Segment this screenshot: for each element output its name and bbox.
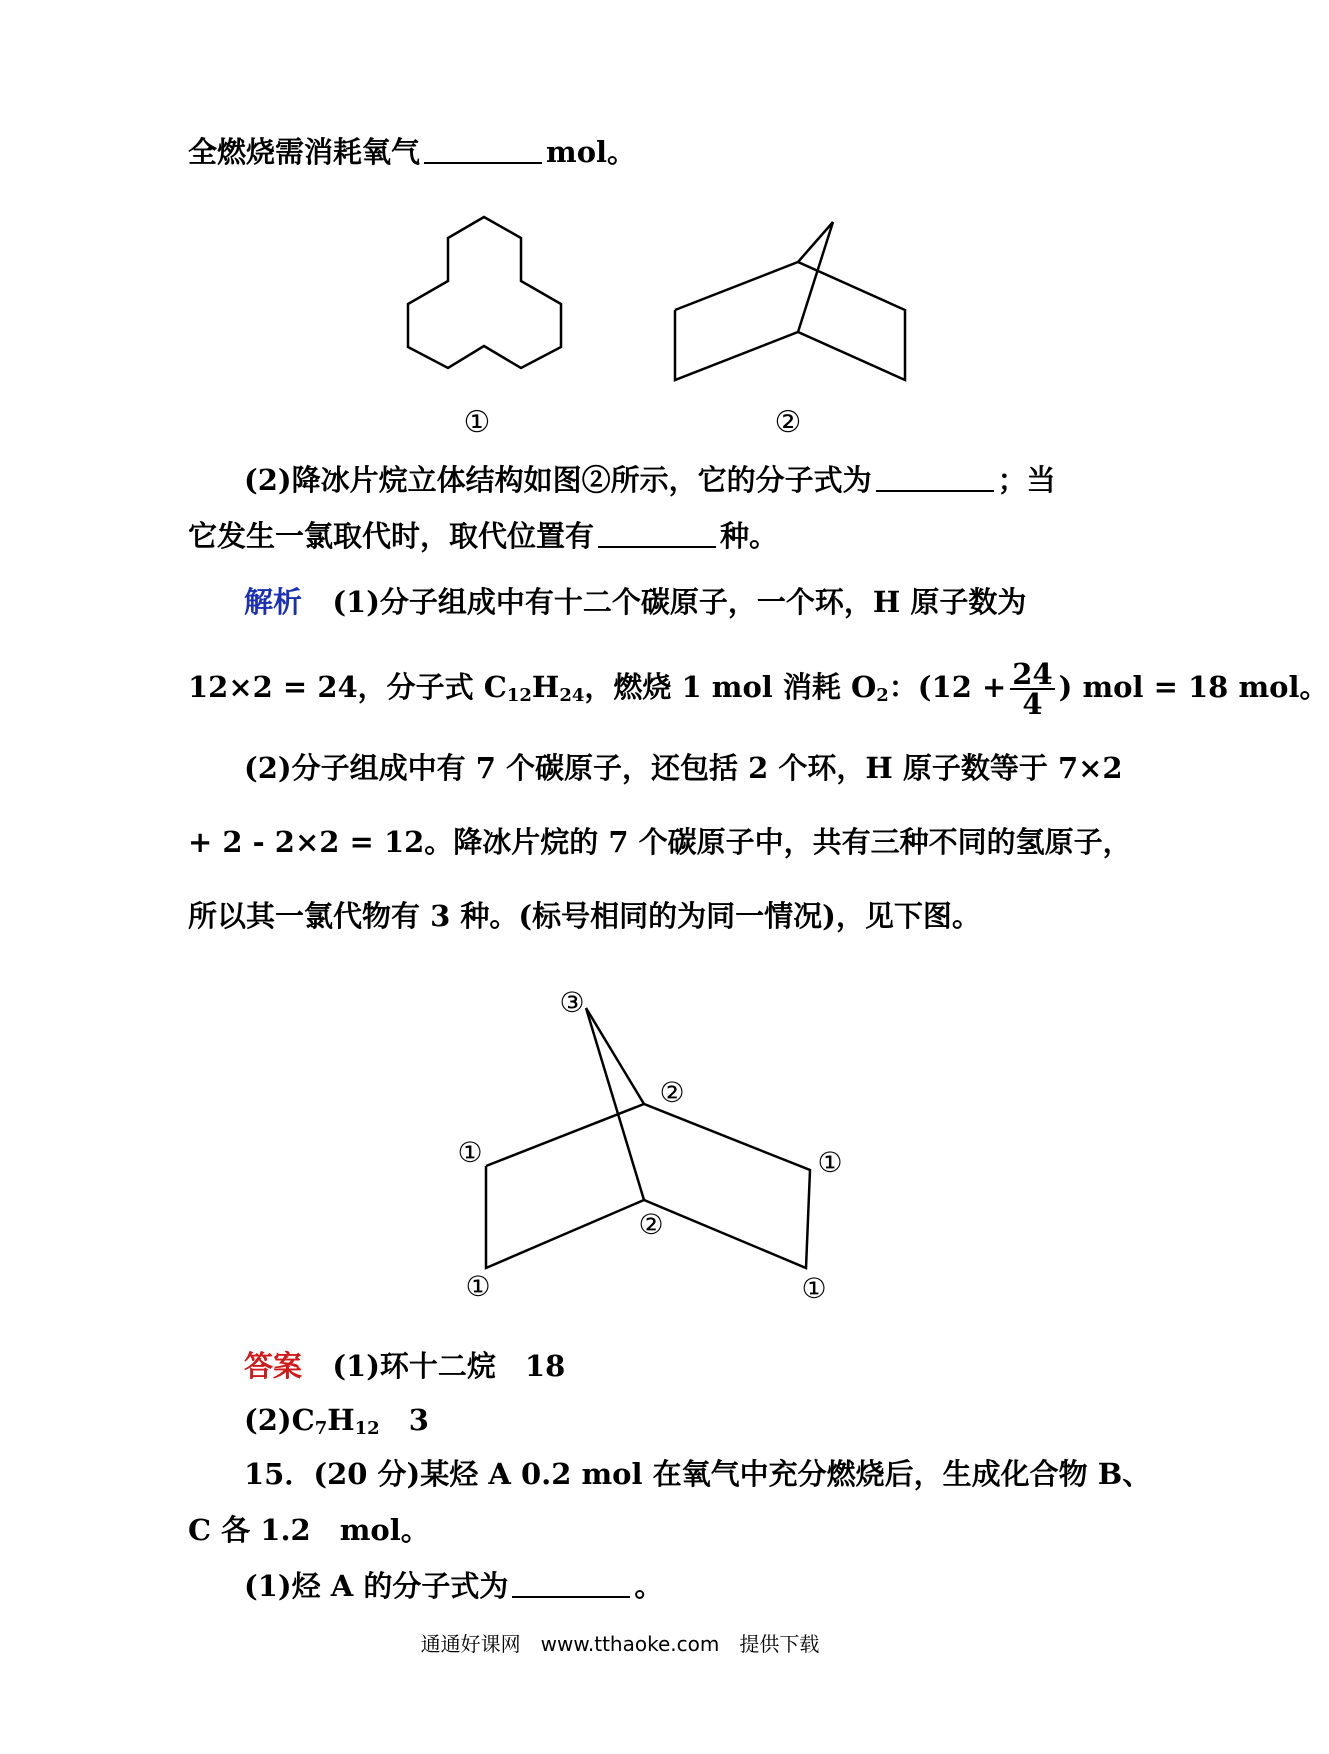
text-jx-line2 — [188, 657, 1329, 721]
position-label-2-top: ② — [659, 1076, 685, 1109]
position-label-1-lower-right: ① — [801, 1272, 827, 1305]
position-label-1-upper-right: ① — [817, 1146, 843, 1179]
figure-2-label: ② — [774, 405, 802, 440]
answer-blank-1[interactable] — [424, 134, 542, 164]
text-jx-line5: 所以其一氯代物有 3 种。(标号相同的为同一情况)，见下图。 — [188, 899, 981, 933]
text-q2-d: 种。 — [720, 519, 779, 553]
text-q15-line2: C 各 1.2 mol。 — [188, 1513, 430, 1547]
text-q2-c: 它发生一氯取代时，取代位置有 — [188, 519, 595, 553]
cyclododecane-ring — [408, 217, 561, 368]
figure-norbornane-labeled — [440, 980, 860, 1320]
fraction-24-4 — [1010, 657, 1054, 721]
answer-blank-2[interactable] — [876, 462, 994, 492]
text-q2-a: (2)降冰片烷立体结构如图②所示，它的分子式为 — [244, 463, 872, 497]
text-da-1: (1)环十二烷 18 — [332, 1349, 566, 1383]
figure-cyclododecane — [380, 210, 600, 440]
text-jx-1: (1)分子组成中有十二个碳原子，一个环，H 原子数为 — [332, 585, 1027, 619]
text-q15-1a: (1)烃 A 的分子式为 — [244, 1569, 509, 1603]
sub-24: 24 — [559, 685, 585, 706]
text-answer-line2 — [244, 1400, 429, 1449]
text-da-2a: (2)C — [244, 1403, 315, 1437]
text-q15-line1: 15．(20 分)某烃 A 0.2 mol 在氧气中充分燃烧后，生成化合物 B、 — [244, 1457, 1152, 1491]
fraction-denominator: 4 — [1022, 687, 1043, 721]
text-l1-a: 全燃烧需消耗氧气 — [188, 135, 421, 169]
text-jx-line4: + 2 - 2×2 = 12。降冰片烷的 7 个碳原子中，共有三种不同的氢原子， — [188, 825, 1132, 859]
position-label-2-bottom: ② — [638, 1208, 664, 1241]
position-label-3: ③ — [559, 986, 585, 1019]
position-label-1-lower-left: ① — [465, 1270, 491, 1303]
text-answer-line1 — [244, 1346, 565, 1386]
analysis-label: 解析 — [244, 585, 303, 619]
text-da-2c: 3 — [379, 1403, 429, 1437]
answer-label: 答案 — [244, 1349, 303, 1383]
page-footer: 通通好课网 www.tthaoke.com 提供下载 — [420, 1632, 820, 1656]
fraction-numerator: 24 — [1012, 657, 1053, 691]
sub-7: 7 — [314, 1418, 328, 1439]
text-q2-line2 — [188, 516, 778, 556]
text-jx-2a: 12×2 = 24，分子式 C — [188, 670, 507, 704]
sub-12: 12 — [506, 685, 532, 706]
text-jx-2e: ) mol = 18 mol。 — [1058, 670, 1329, 704]
text-da-2b: H — [327, 1403, 355, 1437]
position-label-1-upper-left: ① — [457, 1136, 483, 1169]
sub-2: 2 — [876, 685, 889, 706]
sub-12-answer: 12 — [354, 1418, 380, 1439]
text-jx-2b: H — [531, 670, 560, 704]
figure-norbornane — [668, 210, 928, 440]
text-l1-b: mol。 — [546, 135, 637, 169]
text-q15-1b: 。 — [634, 1569, 664, 1603]
text-q2-line1 — [244, 460, 1056, 500]
text-jx-2c: ，燃烧 1 mol 消耗 O — [584, 670, 877, 704]
norbornane-skeleton — [675, 222, 905, 380]
text-q2-b: ；当 — [997, 463, 1056, 497]
answer-blank-4[interactable] — [512, 1568, 630, 1598]
answer-blank-3[interactable] — [598, 518, 716, 548]
figure-1-label: ① — [463, 405, 491, 440]
text-jx-line1 — [244, 582, 1026, 622]
text-line-1 — [188, 132, 636, 172]
text-jx-line3: (2)分子组成中有 7 个碳原子，还包括 2 个环，H 原子数等于 7×2 — [244, 751, 1123, 785]
text-jx-2d: ：(12 + — [888, 670, 1007, 704]
text-q15-line3 — [244, 1566, 663, 1606]
